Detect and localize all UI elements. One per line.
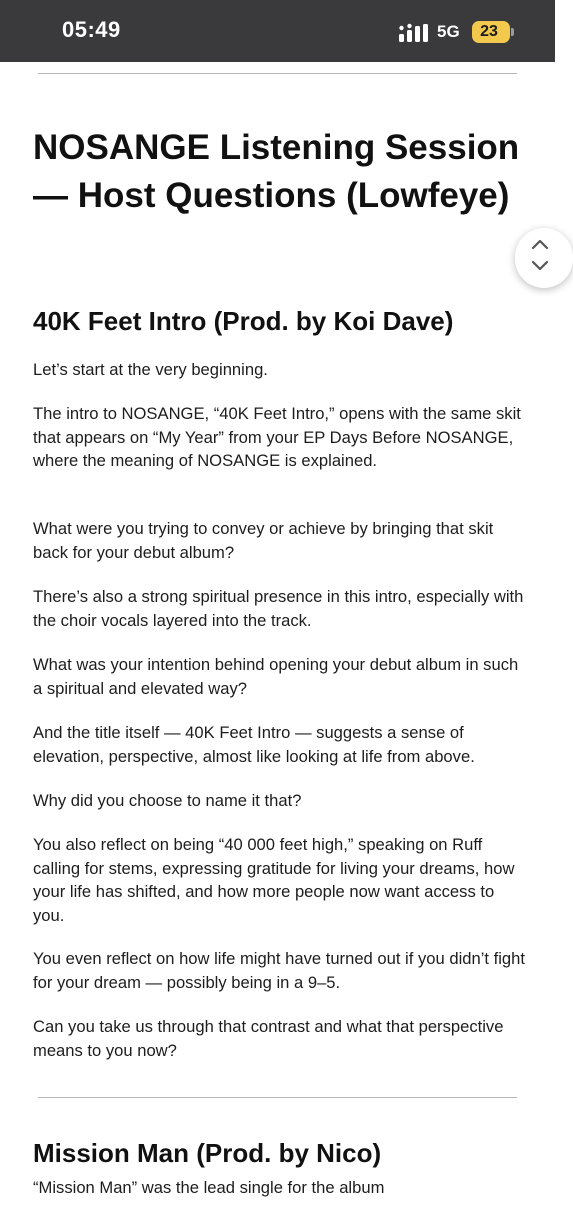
signal-icon xyxy=(399,24,429,42)
section-heading: Mission Man (Prod. by Nico) xyxy=(33,1138,382,1168)
paragraph: Can you take us through that contrast and what that perspective means to you now? xyxy=(33,1017,504,1060)
scroll-nav-button[interactable] xyxy=(515,228,573,288)
paragraph: You also reflect on being “40 000 feet high,” speaking on Ruff calling for stems, expressing gratitude for living your dreams, how your life has shifted, and how more people now want access to you. xyxy=(33,835,515,925)
divider-section xyxy=(38,1097,517,1098)
network-label: 5G xyxy=(437,22,460,41)
chevron-up-icon[interactable] xyxy=(531,238,549,250)
divider-top xyxy=(38,73,517,74)
page-title: NOSANGE Listening Session — Host Questions (Lowfeye) xyxy=(33,128,520,215)
chevron-down-icon[interactable] xyxy=(531,260,549,272)
battery-icon xyxy=(472,21,510,43)
paragraph: There’s also a strong spiritual presence in this intro, especially with the choir vocals layered into the track. xyxy=(33,587,524,630)
paragraph-partial xyxy=(33,1178,533,1200)
paragraph: What were you trying to convey or achieve by bringing that skit back for your debut album? xyxy=(33,519,494,562)
status-bar xyxy=(0,0,555,62)
paragraph: “Mission Man” was the lead single for the album xyxy=(33,1178,385,1197)
section-heading: 40K Feet Intro (Prod. by Koi Dave) xyxy=(33,306,454,336)
paragraph: The intro to NOSANGE, “40K Feet Intro,” opens with the same skit that appears on “My Year” from your EP Days Before NOSANGE, where the meaning of NOSANGE is explained. xyxy=(33,404,521,470)
paragraph: You even reflect on how life might have turned out if you didn’t fight for your dream — possibly being in a 9–5. xyxy=(33,949,525,992)
paragraph: And the title itself — 40K Feet Intro — suggests a sense of elevation, perspective, almost like looking at life from above. xyxy=(33,723,475,766)
paragraph: Why did you choose to name it that? xyxy=(33,791,302,810)
paragraph: What was your intention behind opening your debut album in such a spiritual and elevated way? xyxy=(33,655,519,698)
status-time: 05:49 xyxy=(62,17,121,42)
paragraph: Let’s start at the very beginning. xyxy=(33,360,268,379)
battery-level: 23 xyxy=(480,23,498,40)
